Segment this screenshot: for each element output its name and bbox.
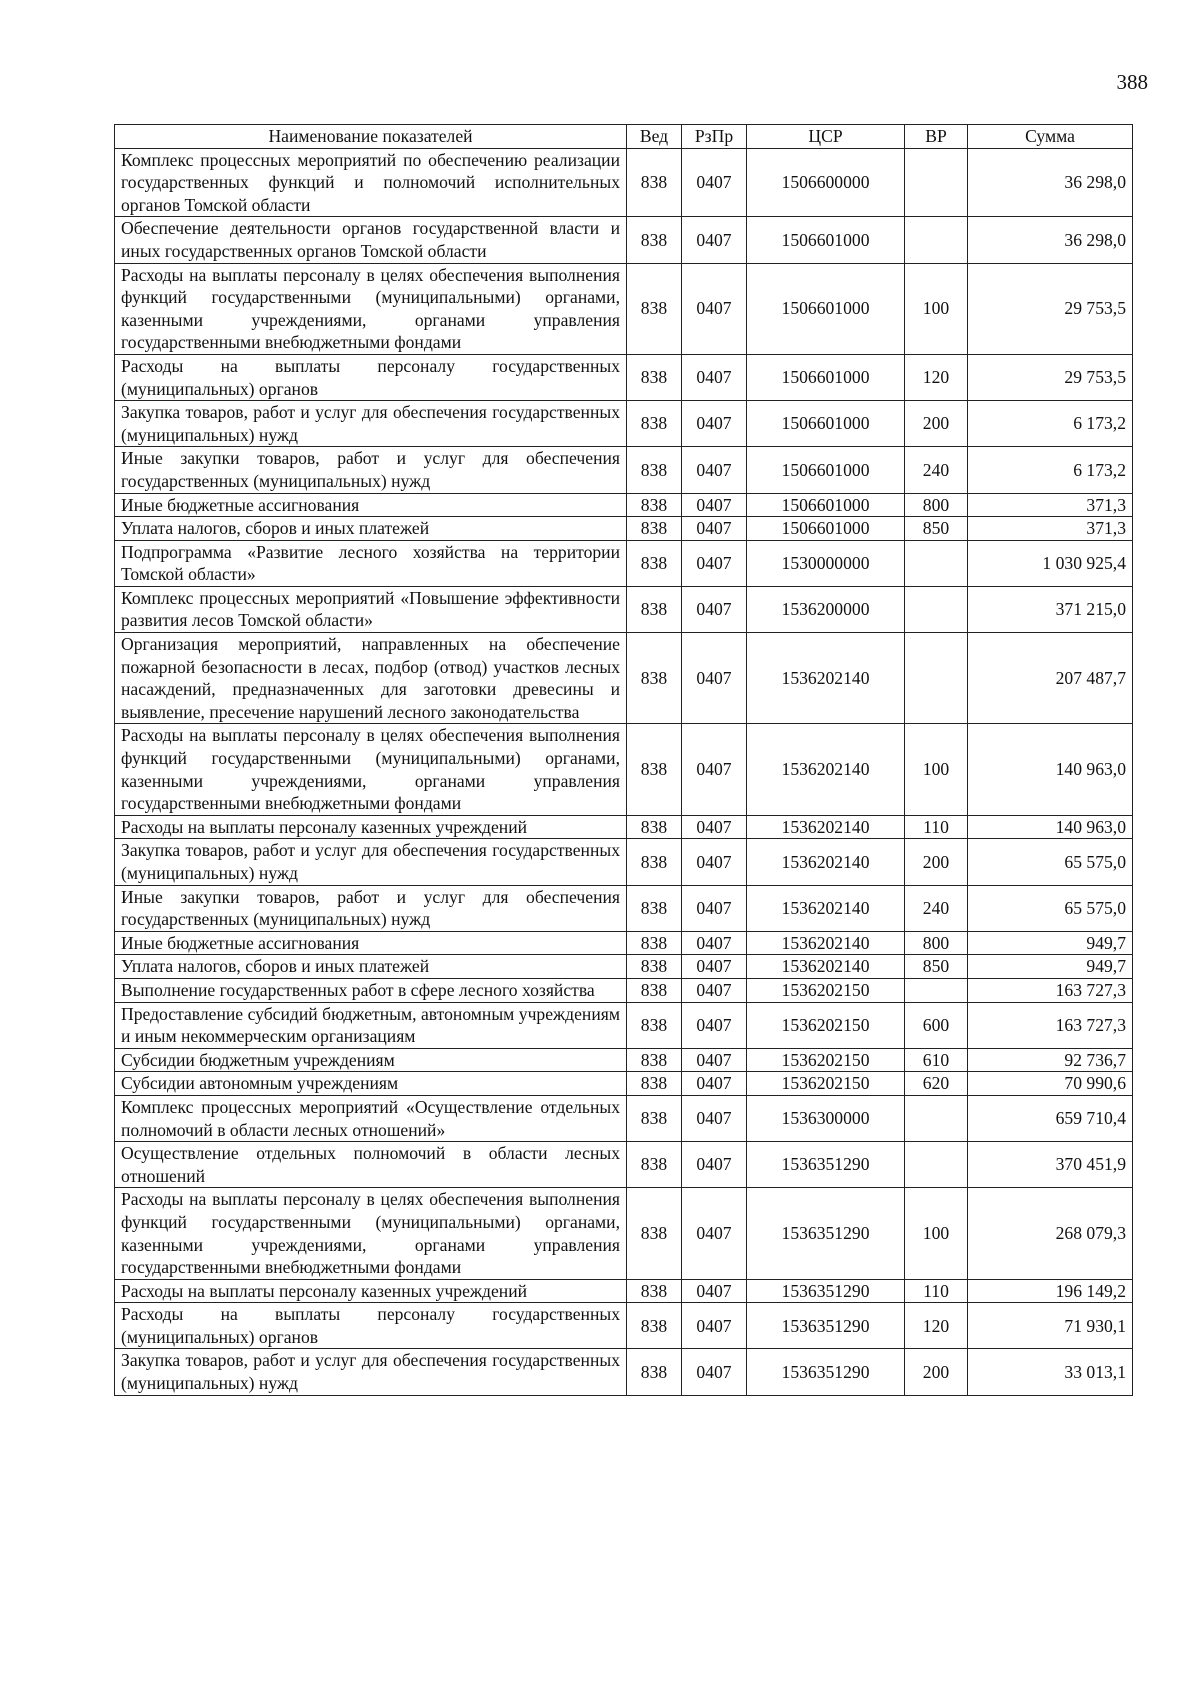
- cell-vr: 240: [905, 885, 968, 931]
- cell-sum: 659 710,4: [968, 1095, 1133, 1141]
- cell-rzpr: 0407: [682, 1002, 747, 1048]
- cell-rzpr: 0407: [682, 839, 747, 885]
- cell-sum: 36 298,0: [968, 148, 1133, 217]
- cell-ved: 838: [627, 493, 682, 517]
- cell-sum: 29 753,5: [968, 354, 1133, 400]
- cell-rzpr: 0407: [682, 1279, 747, 1303]
- table-row: [115, 633, 1133, 724]
- cell-sum: 36 298,0: [968, 217, 1133, 263]
- cell-csr: 1506601000: [747, 493, 905, 517]
- cell-ved: 838: [627, 1002, 682, 1048]
- table-row: [115, 978, 1133, 1002]
- cell-name: Иные бюджетные ассигнования: [115, 493, 627, 517]
- cell-vr: [905, 540, 968, 586]
- cell-ved: 838: [627, 1279, 682, 1303]
- cell-ved: 838: [627, 839, 682, 885]
- cell-ved: 838: [627, 724, 682, 815]
- cell-rzpr: 0407: [682, 931, 747, 955]
- cell-name: Субсидии автономным учреждениям: [115, 1072, 627, 1096]
- cell-rzpr: 0407: [682, 586, 747, 632]
- table-row: [115, 1002, 1133, 1048]
- header-sum: Сумма: [968, 125, 1133, 149]
- cell-vr: 850: [905, 517, 968, 541]
- cell-sum: 65 575,0: [968, 839, 1133, 885]
- cell-rzpr: 0407: [682, 540, 747, 586]
- cell-name: Комплекс процессных мероприятий «Повышение эффективности развития лесов Томской области»: [115, 586, 627, 632]
- cell-vr: [905, 148, 968, 217]
- cell-rzpr: 0407: [682, 401, 747, 447]
- cell-ved: 838: [627, 447, 682, 493]
- table-row: [115, 263, 1133, 354]
- table-row: [115, 1349, 1133, 1395]
- cell-ved: 838: [627, 517, 682, 541]
- table-row: [115, 1303, 1133, 1349]
- cell-vr: 610: [905, 1048, 968, 1072]
- cell-ved: 838: [627, 401, 682, 447]
- cell-name: Расходы на выплаты персоналу государственных (муниципальных) органов: [115, 354, 627, 400]
- cell-vr: 100: [905, 1188, 968, 1279]
- cell-sum: 163 727,3: [968, 978, 1133, 1002]
- cell-vr: 620: [905, 1072, 968, 1096]
- cell-vr: [905, 586, 968, 632]
- cell-sum: 371,3: [968, 493, 1133, 517]
- cell-vr: [905, 978, 968, 1002]
- cell-ved: 838: [627, 354, 682, 400]
- header-name: Наименование показателей: [115, 125, 627, 149]
- cell-sum: 65 575,0: [968, 885, 1133, 931]
- cell-sum: 268 079,3: [968, 1188, 1133, 1279]
- header-csr: ЦСР: [747, 125, 905, 149]
- cell-vr: 100: [905, 263, 968, 354]
- cell-name: Уплата налогов, сборов и иных платежей: [115, 517, 627, 541]
- cell-rzpr: 0407: [682, 148, 747, 217]
- cell-csr: 1536300000: [747, 1095, 905, 1141]
- cell-name: Уплата налогов, сборов и иных платежей: [115, 955, 627, 979]
- cell-csr: 1506601000: [747, 447, 905, 493]
- cell-csr: 1536202150: [747, 1002, 905, 1048]
- cell-ved: 838: [627, 955, 682, 979]
- cell-sum: 196 149,2: [968, 1279, 1133, 1303]
- cell-sum: 33 013,1: [968, 1349, 1133, 1395]
- cell-csr: 1536202140: [747, 931, 905, 955]
- cell-ved: 838: [627, 1072, 682, 1096]
- cell-csr: 1506601000: [747, 354, 905, 400]
- cell-sum: 163 727,3: [968, 1002, 1133, 1048]
- cell-name: Закупка товаров, работ и услуг для обеспечения государственных (муниципальных) нужд: [115, 1349, 627, 1395]
- cell-rzpr: 0407: [682, 217, 747, 263]
- cell-sum: 70 990,6: [968, 1072, 1133, 1096]
- cell-name: Иные закупки товаров, работ и услуг для обеспечения государственных (муниципальных) нужд: [115, 885, 627, 931]
- cell-rzpr: 0407: [682, 493, 747, 517]
- cell-sum: 29 753,5: [968, 263, 1133, 354]
- table-row: [115, 493, 1133, 517]
- cell-vr: 200: [905, 401, 968, 447]
- cell-name: Обеспечение деятельности органов государственной власти и иных государственных органов Томской области: [115, 217, 627, 263]
- cell-name: Комплекс процессных мероприятий по обеспечению реализации государственных функций и полномочий исполнительных органов Томской области: [115, 148, 627, 217]
- cell-name: Расходы на выплаты персоналу в целях обеспечения выполнения функций государственными (муниципальными) органами, казенными учреждениями, органами управления государственными внебюджетными фондами: [115, 1188, 627, 1279]
- cell-vr: 600: [905, 1002, 968, 1048]
- cell-ved: 838: [627, 931, 682, 955]
- cell-csr: 1536202150: [747, 978, 905, 1002]
- cell-vr: 110: [905, 815, 968, 839]
- cell-vr: 120: [905, 1303, 968, 1349]
- cell-csr: 1536202140: [747, 955, 905, 979]
- cell-csr: 1536202140: [747, 724, 905, 815]
- cell-name: Закупка товаров, работ и услуг для обеспечения государственных (муниципальных) нужд: [115, 401, 627, 447]
- cell-ved: 838: [627, 633, 682, 724]
- header-rzpr: РзПр: [682, 125, 747, 149]
- cell-csr: 1530000000: [747, 540, 905, 586]
- table-row: [115, 1188, 1133, 1279]
- cell-rzpr: 0407: [682, 1142, 747, 1188]
- cell-csr: 1506600000: [747, 148, 905, 217]
- cell-vr: 240: [905, 447, 968, 493]
- cell-csr: 1506601000: [747, 517, 905, 541]
- table-row: [115, 885, 1133, 931]
- cell-ved: 838: [627, 586, 682, 632]
- cell-csr: 1536200000: [747, 586, 905, 632]
- page-number: 388: [1116, 70, 1148, 94]
- cell-name: Иные бюджетные ассигнования: [115, 931, 627, 955]
- table-row: [115, 517, 1133, 541]
- cell-vr: [905, 1142, 968, 1188]
- cell-csr: 1536351290: [747, 1303, 905, 1349]
- table-row: [115, 955, 1133, 979]
- cell-sum: 140 963,0: [968, 815, 1133, 839]
- header-ved: Вед: [627, 125, 682, 149]
- cell-vr: 100: [905, 724, 968, 815]
- cell-csr: 1536351290: [747, 1142, 905, 1188]
- table-row: [115, 447, 1133, 493]
- cell-vr: 200: [905, 839, 968, 885]
- table-header-row: [115, 125, 1133, 149]
- cell-name: Расходы на выплаты персоналу в целях обеспечения выполнения функций государственными (муниципальными) органами, казенными учреждениями, органами управления государственными внебюджетными фондами: [115, 724, 627, 815]
- cell-name: Закупка товаров, работ и услуг для обеспечения государственных (муниципальных) нужд: [115, 839, 627, 885]
- cell-name: Предоставление субсидий бюджетным, автономным учреждениям и иным некоммерческим организациям: [115, 1002, 627, 1048]
- cell-vr: 110: [905, 1279, 968, 1303]
- cell-sum: 371 215,0: [968, 586, 1133, 632]
- cell-sum: 370 451,9: [968, 1142, 1133, 1188]
- cell-rzpr: 0407: [682, 955, 747, 979]
- table-row: [115, 354, 1133, 400]
- table-row: [115, 839, 1133, 885]
- cell-csr: 1536202140: [747, 839, 905, 885]
- budget-table: [114, 124, 1133, 1396]
- table-row: [115, 931, 1133, 955]
- cell-name: Выполнение государственных работ в сфере лесного хозяйства: [115, 978, 627, 1002]
- cell-name: Комплекс процессных мероприятий «Осуществление отдельных полномочий в области лесных отношений»: [115, 1095, 627, 1141]
- cell-csr: 1536351290: [747, 1349, 905, 1395]
- table-row: [115, 1095, 1133, 1141]
- cell-ved: 838: [627, 148, 682, 217]
- table-row: [115, 724, 1133, 815]
- cell-ved: 838: [627, 263, 682, 354]
- cell-rzpr: 0407: [682, 517, 747, 541]
- cell-csr: 1536202140: [747, 885, 905, 931]
- cell-sum: 140 963,0: [968, 724, 1133, 815]
- cell-sum: 207 487,7: [968, 633, 1133, 724]
- cell-vr: 120: [905, 354, 968, 400]
- cell-rzpr: 0407: [682, 1188, 747, 1279]
- cell-csr: 1536202150: [747, 1072, 905, 1096]
- cell-vr: [905, 633, 968, 724]
- cell-rzpr: 0407: [682, 633, 747, 724]
- cell-name: Подпрограмма «Развитие лесного хозяйства на территории Томской области»: [115, 540, 627, 586]
- cell-rzpr: 0407: [682, 885, 747, 931]
- table-row: [115, 815, 1133, 839]
- cell-rzpr: 0407: [682, 1048, 747, 1072]
- cell-sum: 6 173,2: [968, 401, 1133, 447]
- cell-sum: 71 930,1: [968, 1303, 1133, 1349]
- cell-vr: [905, 217, 968, 263]
- cell-vr: 200: [905, 1349, 968, 1395]
- cell-name: Осуществление отдельных полномочий в области лесных отношений: [115, 1142, 627, 1188]
- cell-name: Расходы на выплаты персоналу государственных (муниципальных) органов: [115, 1303, 627, 1349]
- cell-name: Расходы на выплаты персоналу казенных учреждений: [115, 1279, 627, 1303]
- table-row: [115, 540, 1133, 586]
- cell-ved: 838: [627, 540, 682, 586]
- cell-rzpr: 0407: [682, 354, 747, 400]
- cell-ved: 838: [627, 1048, 682, 1072]
- cell-sum: 1 030 925,4: [968, 540, 1133, 586]
- table-row: [115, 1072, 1133, 1096]
- cell-name: Расходы на выплаты персоналу казенных учреждений: [115, 815, 627, 839]
- cell-sum: 949,7: [968, 931, 1133, 955]
- cell-vr: 850: [905, 955, 968, 979]
- cell-ved: 838: [627, 217, 682, 263]
- cell-ved: 838: [627, 978, 682, 1002]
- cell-name: Иные закупки товаров, работ и услуг для обеспечения государственных (муниципальных) нужд: [115, 447, 627, 493]
- cell-rzpr: 0407: [682, 263, 747, 354]
- cell-vr: 800: [905, 493, 968, 517]
- cell-sum: 6 173,2: [968, 447, 1133, 493]
- cell-ved: 838: [627, 1095, 682, 1141]
- table-row: [115, 1048, 1133, 1072]
- cell-sum: 92 736,7: [968, 1048, 1133, 1072]
- table-row: [115, 586, 1133, 632]
- cell-rzpr: 0407: [682, 815, 747, 839]
- cell-ved: 838: [627, 1188, 682, 1279]
- cell-csr: 1506601000: [747, 263, 905, 354]
- cell-sum: 949,7: [968, 955, 1133, 979]
- cell-csr: 1506601000: [747, 217, 905, 263]
- cell-csr: 1536202150: [747, 1048, 905, 1072]
- cell-name: Расходы на выплаты персоналу в целях обеспечения выполнения функций государственными (муниципальными) органами, казенными учреждениями, органами управления государственными внебюджетными фондами: [115, 263, 627, 354]
- cell-vr: [905, 1095, 968, 1141]
- cell-rzpr: 0407: [682, 1349, 747, 1395]
- cell-rzpr: 0407: [682, 1095, 747, 1141]
- table-row: [115, 217, 1133, 263]
- cell-ved: 838: [627, 885, 682, 931]
- header-vr: ВР: [905, 125, 968, 149]
- cell-vr: 800: [905, 931, 968, 955]
- table-row: [115, 148, 1133, 217]
- cell-ved: 838: [627, 1142, 682, 1188]
- cell-rzpr: 0407: [682, 978, 747, 1002]
- cell-rzpr: 0407: [682, 724, 747, 815]
- table-row: [115, 1279, 1133, 1303]
- cell-rzpr: 0407: [682, 1072, 747, 1096]
- cell-rzpr: 0407: [682, 1303, 747, 1349]
- cell-csr: 1536202140: [747, 815, 905, 839]
- cell-name: Организация мероприятий, направленных на обеспечение пожарной безопасности в лесах, подбор (отвод) участков лесных насаждений, предназначенных для заготовки древесины и выявление, пресечение нарушений лесного законодательства: [115, 633, 627, 724]
- cell-csr: 1506601000: [747, 401, 905, 447]
- table-row: [115, 401, 1133, 447]
- cell-name: Субсидии бюджетным учреждениям: [115, 1048, 627, 1072]
- cell-csr: 1536202140: [747, 633, 905, 724]
- cell-ved: 838: [627, 815, 682, 839]
- cell-csr: 1536351290: [747, 1188, 905, 1279]
- cell-rzpr: 0407: [682, 447, 747, 493]
- table-row: [115, 1142, 1133, 1188]
- cell-sum: 371,3: [968, 517, 1133, 541]
- cell-ved: 838: [627, 1349, 682, 1395]
- cell-csr: 1536351290: [747, 1279, 905, 1303]
- cell-ved: 838: [627, 1303, 682, 1349]
